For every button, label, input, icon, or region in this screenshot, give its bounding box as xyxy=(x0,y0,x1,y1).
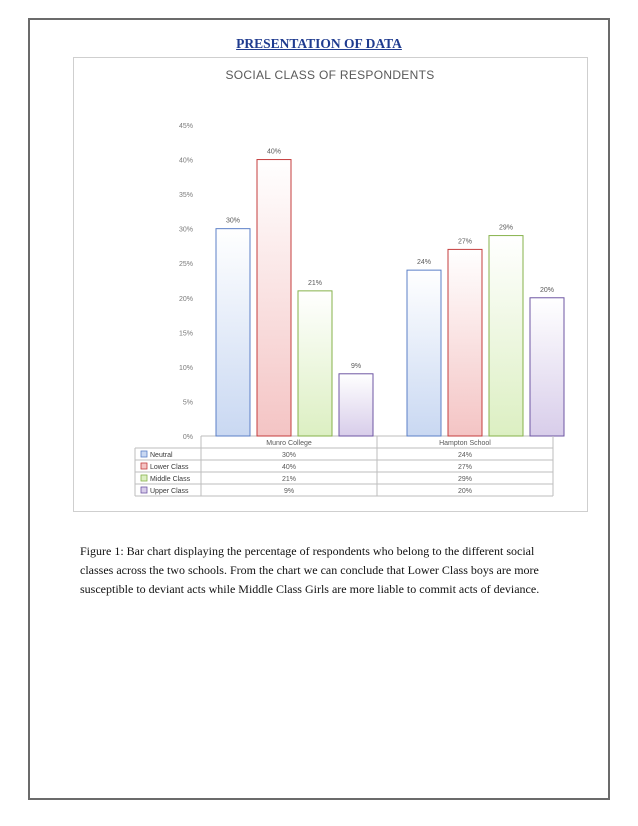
bar-data-label: 40% xyxy=(266,148,282,156)
table-category-label: Munro College xyxy=(266,440,312,447)
legend-swatch xyxy=(141,451,147,457)
bar-data-label: 30% xyxy=(225,217,241,225)
figure-caption: Figure 1: Bar chart displaying the percentage of respondents who belong to the different social classes across the two schools. From the chart we can conclude that Lower Class boys are more susceptible to deviant acts while Middle Class Girls are more liable to commit acts of deviance. xyxy=(80,544,540,596)
y-tick-label: 45% xyxy=(178,123,193,130)
y-tick-label: 5% xyxy=(182,399,193,407)
y-tick-label: 30% xyxy=(178,226,193,234)
bar-lower-class xyxy=(257,160,291,436)
y-tick-label: 40% xyxy=(178,157,193,165)
y-tick-label: 0% xyxy=(182,434,193,441)
bar-middle-class xyxy=(298,291,332,436)
bar-neutral xyxy=(216,229,250,436)
bar-neutral xyxy=(407,270,441,436)
y-tick-label: 25% xyxy=(178,261,193,269)
bar-data-label: 20% xyxy=(539,286,555,294)
bar-data-label: 27% xyxy=(457,238,473,246)
legend-series-name: Neutral xyxy=(150,452,173,459)
y-tick-label: 35% xyxy=(178,192,193,200)
bar-chart xyxy=(73,57,588,512)
table-cell-value: 29% xyxy=(457,476,473,483)
bar-data-label: 21% xyxy=(307,279,323,287)
y-tick-label: 10% xyxy=(178,364,193,372)
legend-series-name: Middle Class xyxy=(150,476,191,483)
legend-series-name: Upper Class xyxy=(150,488,189,495)
table-category-label: Hampton School xyxy=(439,440,491,447)
page-heading: PRESENTATION OF DATA xyxy=(236,36,402,51)
table-cell-value: 24% xyxy=(457,452,473,459)
bar-upper-class xyxy=(530,298,564,436)
y-tick-label: 20% xyxy=(178,295,193,303)
legend-swatch xyxy=(141,475,147,481)
y-tick-label: 15% xyxy=(178,330,193,338)
legend-swatch xyxy=(141,463,147,469)
bar-upper-class xyxy=(339,374,373,436)
chart-title: SOCIAL CLASS OF RESPONDENTS xyxy=(225,68,435,82)
table-cell-value: 21% xyxy=(281,476,297,483)
table-cell-value: 27% xyxy=(457,464,473,471)
table-cell-value: 30% xyxy=(281,452,297,459)
table-cell-value: 9% xyxy=(283,488,295,495)
bar-lower-class xyxy=(448,249,482,436)
table-cell-value: 40% xyxy=(281,464,297,471)
legend-swatch xyxy=(141,487,147,493)
bar-data-label: 9% xyxy=(350,362,362,370)
bar-data-label: 29% xyxy=(498,224,514,232)
table-cell-value: 20% xyxy=(457,488,473,495)
bar-middle-class xyxy=(489,236,523,436)
bar-data-label: 24% xyxy=(416,259,432,267)
legend-series-name: Lower Class xyxy=(150,464,189,471)
